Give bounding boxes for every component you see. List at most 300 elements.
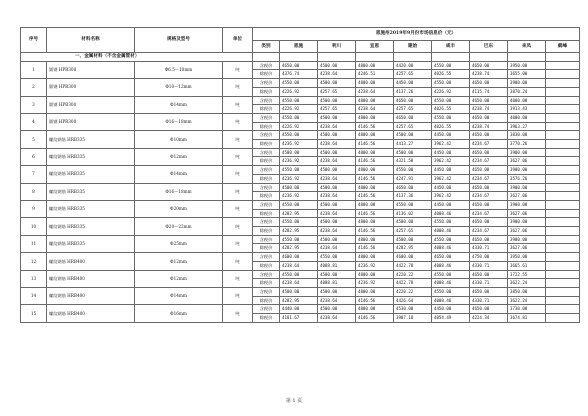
- cell-price: 4600.00: [280, 253, 318, 262]
- cell-price: 4550.00: [280, 79, 318, 88]
- cell-price: 4650.00: [470, 235, 508, 244]
- cell-price: 4238.64: [318, 227, 356, 236]
- cell-name: 螺纹钢筋 HRB335: [47, 148, 135, 165]
- cell-price: 4500.00: [318, 183, 356, 192]
- table-row: [21, 270, 580, 279]
- table-row: [21, 166, 580, 175]
- cell-price: 4500.00: [394, 148, 432, 157]
- cell-price: 4650.00: [470, 61, 508, 70]
- cell-price: 4800.00: [356, 96, 394, 105]
- cell-price: 3627.06: [508, 209, 546, 218]
- cell-price: 4238.64: [318, 244, 356, 253]
- cell-price: 4238.64: [318, 140, 356, 149]
- table-row: [21, 235, 580, 244]
- cell-seq: 10: [21, 218, 47, 235]
- cell-spec: Φ10～12mm: [135, 79, 223, 96]
- cell-spec: Φ12mm: [135, 270, 223, 287]
- page-number: 第 1 页: [285, 398, 303, 404]
- cell-seq: 4: [21, 113, 47, 130]
- cell-spec: Φ16mm: [135, 305, 223, 322]
- cell-spec: Φ20mm: [135, 200, 223, 217]
- cell-type: 含税价: [253, 148, 280, 157]
- cell-price: [546, 314, 580, 323]
- cell-price: 4500.00: [318, 79, 356, 88]
- cell-name: 螺纹钢筋 HRB335: [47, 183, 135, 200]
- cell-price: 4500.00: [318, 200, 356, 209]
- cell-price: 4236.92: [280, 174, 318, 183]
- cell-price: 4000.00: [508, 96, 546, 105]
- cell-price: 3963.27: [508, 122, 546, 131]
- cell-spec: Φ25mm: [135, 235, 223, 252]
- cell-price: 4800.00: [356, 305, 394, 314]
- table-row: [21, 253, 580, 262]
- cell-price: 4137.36: [394, 192, 432, 201]
- cell-price: 3907.18: [394, 314, 432, 323]
- cell-type: 除税价: [253, 87, 280, 96]
- cell-price: 4238.74: [470, 70, 508, 79]
- cell-price: 3655.00: [508, 70, 546, 79]
- cell-price: 4257.65: [394, 122, 432, 131]
- cell-type: 含税价: [253, 131, 280, 140]
- cell-price: 4500.00: [318, 235, 356, 244]
- cell-price: 4800.00: [356, 166, 394, 175]
- cell-price: 4650.00: [470, 270, 508, 279]
- cell-spec: Φ14mm: [135, 96, 223, 113]
- table-title: 恩施州2019年9月份市场信息价（元）: [253, 28, 580, 41]
- table-row: [21, 113, 580, 122]
- section-empty-cell: [253, 53, 280, 62]
- cell-price: [546, 131, 580, 140]
- section-title: 一、金属材料（不含金属管材）: [21, 53, 253, 62]
- cell-unit: 吨: [223, 79, 253, 96]
- cell-price: [546, 296, 580, 305]
- cell-price: 4088.81: [318, 279, 356, 288]
- cell-type: 除税价: [253, 140, 280, 149]
- cell-price: 4500.00: [394, 131, 432, 140]
- cell-price: 4650.00: [470, 148, 508, 157]
- cell-price: 4550.00: [432, 79, 470, 88]
- cell-type: 除税价: [253, 279, 280, 288]
- cell-price: [546, 157, 580, 166]
- cell-price: 4800.00: [356, 61, 394, 70]
- cell-price: 4500.00: [318, 287, 356, 296]
- cell-price: 4650.00: [470, 131, 508, 140]
- cell-price: 4238.74: [470, 105, 508, 114]
- col-header-region: 巴东: [470, 41, 508, 53]
- cell-price: 4330.71: [470, 261, 508, 270]
- cell-price: 4238.64: [318, 157, 356, 166]
- cell-price: 3962.42: [432, 140, 470, 149]
- cell-price: 4800.00: [356, 287, 394, 296]
- cell-price: 4500.00: [318, 218, 356, 227]
- cell-price: [546, 148, 580, 157]
- cell-price: 3627.06: [508, 227, 546, 236]
- cell-price: 4550.00: [280, 113, 318, 122]
- cell-price: 4146.56: [356, 244, 394, 253]
- cell-price: [546, 244, 580, 253]
- cell-price: [546, 70, 580, 79]
- cell-price: 4800.00: [356, 148, 394, 157]
- cell-type: 除税价: [253, 105, 280, 114]
- cell-price: 3627.06: [508, 192, 546, 201]
- cell-price: 4450.00: [432, 148, 470, 157]
- cell-price: 4550.00: [432, 270, 470, 279]
- table-row: [21, 287, 580, 296]
- cell-price: 3674.81: [508, 314, 546, 323]
- cell-name: 螺纹钢筋 HRB400: [47, 305, 135, 322]
- cell-price: 4226.92: [280, 105, 318, 114]
- cell-price: 4800.00: [356, 218, 394, 227]
- cell-seq: 8: [21, 183, 47, 200]
- cell-spec: Φ20～22mm: [135, 218, 223, 235]
- cell-price: 3900.00: [508, 166, 546, 175]
- cell-price: 3900.00: [508, 235, 546, 244]
- cell-price: 4238.74: [470, 122, 508, 131]
- cell-seq: 5: [21, 131, 47, 148]
- cell-name: 螺纹钢筋 HRB335: [47, 218, 135, 235]
- col-header-name: 材料名称: [47, 28, 135, 53]
- cell-price: 4238.64: [318, 296, 356, 305]
- cell-type: 含税价: [253, 79, 280, 88]
- cell-price: 4530.00: [394, 305, 432, 314]
- cell-price: 4257.65: [318, 105, 356, 114]
- cell-price: 4650.00: [470, 96, 508, 105]
- cell-price: 4238.64: [280, 279, 318, 288]
- table-row: [21, 200, 580, 209]
- cell-type: 除税价: [253, 192, 280, 201]
- cell-unit: 吨: [223, 61, 253, 78]
- cell-price: 4800.00: [356, 79, 394, 88]
- cell-price: [546, 253, 580, 262]
- cell-price: 3870.24: [508, 87, 546, 96]
- cell-type: 含税价: [253, 235, 280, 244]
- cell-price: 4450.00: [432, 183, 470, 192]
- cell-price: [546, 270, 580, 279]
- cell-price: [546, 105, 580, 114]
- cell-price: 4650.00: [470, 287, 508, 296]
- cell-price: 4500.00: [280, 148, 318, 157]
- cell-price: 4026.55: [432, 105, 470, 114]
- cell-price: 4440.00: [280, 305, 318, 314]
- cell-price: 4226.92: [280, 87, 318, 96]
- cell-price: [546, 305, 580, 314]
- cell-price: 3622.24: [508, 279, 546, 288]
- table-body: [21, 53, 580, 323]
- cell-price: 4088.81: [318, 261, 356, 270]
- cell-price: 4800.00: [356, 113, 394, 122]
- col-header-region: 鹤峰: [546, 41, 580, 53]
- section-empty-cell: [508, 53, 546, 62]
- cell-price: 4750.00: [470, 253, 508, 262]
- col-header-type: 类别: [253, 41, 280, 53]
- col-header-region: 利川: [318, 41, 356, 53]
- cell-price: 4224.34: [470, 314, 508, 323]
- section-empty-cell: [318, 53, 356, 62]
- cell-seq: 12: [21, 253, 47, 270]
- cell-spec: Φ6.5～10mm: [135, 61, 223, 78]
- cell-price: 4146.56: [356, 122, 394, 131]
- cell-price: 4650.00: [280, 61, 318, 70]
- cell-price: 4550.00: [318, 253, 356, 262]
- cell-name: 螺纹钢筋 HRB400: [47, 270, 135, 287]
- cell-type: 除税价: [253, 314, 280, 323]
- cell-spec: Φ12mm: [135, 253, 223, 270]
- cell-unit: 吨: [223, 183, 253, 200]
- cell-price: [546, 122, 580, 131]
- cell-name: 圆钢 HPB300: [47, 61, 135, 78]
- cell-price: 4008.46: [432, 209, 470, 218]
- cell-price: 4146.56: [356, 174, 394, 183]
- col-header-seq: 序号: [21, 28, 47, 53]
- cell-price: 3900.00: [508, 218, 546, 227]
- cell-type: 含税价: [253, 287, 280, 296]
- cell-type: 除税价: [253, 209, 280, 218]
- cell-price: [546, 174, 580, 183]
- cell-name: 圆钢 HPB300: [47, 113, 135, 130]
- cell-price: 3900.00: [508, 183, 546, 192]
- cell-price: [546, 287, 580, 296]
- cell-price: 4234.67: [470, 157, 508, 166]
- cell-price: 4247.91: [394, 174, 432, 183]
- cell-price: 3950.00: [508, 253, 546, 262]
- cell-price: 4008.46: [432, 279, 470, 288]
- cell-price: 4420.00: [394, 61, 432, 70]
- cell-price: 4236.92: [280, 192, 318, 201]
- cell-spec: Φ12mm: [135, 148, 223, 165]
- cell-price: 4550.00: [280, 131, 318, 140]
- price-table: [20, 27, 580, 323]
- cell-name: 螺纹钢筋 HRB335: [47, 166, 135, 183]
- cell-price: [546, 96, 580, 105]
- cell-price: 4426.64: [394, 296, 432, 305]
- table-row: [21, 96, 580, 105]
- cell-seq: 14: [21, 287, 47, 304]
- cell-price: 4236.92: [356, 261, 394, 270]
- cell-price: [546, 79, 580, 88]
- cell-unit: 吨: [223, 148, 253, 165]
- cell-name: 螺纹钢筋 HRB400: [47, 287, 135, 304]
- cell-type: 含税价: [253, 253, 280, 262]
- table-row: [21, 305, 580, 314]
- cell-price: 3900.00: [508, 79, 546, 88]
- cell-price: 3576.26: [508, 174, 546, 183]
- cell-price: 4650.00: [470, 166, 508, 175]
- cell-price: 4650.00: [470, 183, 508, 192]
- cell-spec: Φ14mm: [135, 287, 223, 304]
- cell-price: [546, 261, 580, 270]
- cell-seq: 7: [21, 166, 47, 183]
- cell-type: 含税价: [253, 270, 280, 279]
- cell-type: 除税价: [253, 261, 280, 270]
- cell-price: 4257.65: [318, 87, 356, 96]
- cell-price: 4330.71: [470, 296, 508, 305]
- cell-type: 含税价: [253, 200, 280, 209]
- cell-seq: 13: [21, 270, 47, 287]
- cell-price: 4234.67: [470, 174, 508, 183]
- cell-type: 含税价: [253, 218, 280, 227]
- cell-spec: Φ16～18mm: [135, 183, 223, 200]
- cell-spec: Φ10mm: [135, 131, 223, 148]
- cell-name: 螺纹钢筋 HRB335: [47, 131, 135, 148]
- cell-unit: 吨: [223, 113, 253, 130]
- cell-price: 4450.00: [432, 200, 470, 209]
- cell-type: 除税价: [253, 296, 280, 305]
- cell-price: 4146.56: [356, 209, 394, 218]
- cell-type: 除税价: [253, 157, 280, 166]
- cell-price: 4650.00: [394, 96, 432, 105]
- cell-price: 4008.46: [432, 296, 470, 305]
- cell-price: [546, 113, 580, 122]
- cell-price: 4238.64: [318, 209, 356, 218]
- cell-price: [546, 218, 580, 227]
- cell-price: 4026.55: [432, 70, 470, 79]
- col-header-region: 咸丰: [432, 41, 470, 53]
- cell-price: 4550.00: [280, 166, 318, 175]
- cell-price: 4650.00: [470, 79, 508, 88]
- cell-price: 4500.00: [318, 61, 356, 70]
- cell-type: 含税价: [253, 113, 280, 122]
- cell-price: 3913.43: [508, 105, 546, 114]
- cell-price: 4238.64: [356, 105, 394, 114]
- cell-price: 4282.95: [280, 227, 318, 236]
- col-header-region: 来凤: [508, 41, 546, 53]
- cell-price: 4238.64: [318, 314, 356, 323]
- cell-price: 4550.00: [432, 61, 470, 70]
- cell-price: 4257.65: [394, 227, 432, 236]
- cell-name: 螺纹钢筋 HRB335: [47, 200, 135, 217]
- cell-price: 4146.56: [356, 140, 394, 149]
- cell-price: 4800.00: [356, 183, 394, 192]
- table-row: [21, 79, 580, 88]
- cell-price: 3627.06: [508, 157, 546, 166]
- cell-price: 4800.00: [356, 200, 394, 209]
- cell-price: [546, 61, 580, 70]
- cell-price: [546, 192, 580, 201]
- cell-price: [546, 209, 580, 218]
- cell-price: 3830.00: [508, 131, 546, 140]
- cell-type: 除税价: [253, 244, 280, 253]
- cell-price: 4226.92: [280, 122, 318, 131]
- cell-price: 4220.22: [394, 270, 432, 279]
- cell-price: 3950.00: [508, 61, 546, 70]
- cell-price: [546, 279, 580, 288]
- cell-name: 螺纹钢筋 HRB335: [47, 235, 135, 252]
- cell-price: 4115.74: [470, 87, 508, 96]
- cell-price: 4238.64: [280, 261, 318, 270]
- cell-price: 4238.64: [318, 174, 356, 183]
- cell-unit: 吨: [223, 270, 253, 287]
- table-row: [21, 61, 580, 70]
- cell-price: 4330.71: [470, 244, 508, 253]
- cell-price: 4500.00: [318, 305, 356, 314]
- cell-price: 4413.27: [394, 140, 432, 149]
- cell-price: 4234.67: [470, 227, 508, 236]
- col-header-spec: 规格及型号: [135, 28, 223, 53]
- table-row: [21, 183, 580, 192]
- header-row-1: [21, 28, 580, 41]
- cell-price: 4800.00: [356, 131, 394, 140]
- cell-price: 4181.67: [280, 314, 318, 323]
- cell-seq: 2: [21, 79, 47, 96]
- cell-unit: 吨: [223, 96, 253, 113]
- cell-price: 3962.42: [432, 157, 470, 166]
- cell-price: 4008.46: [432, 244, 470, 253]
- cell-price: 4000.00: [508, 113, 546, 122]
- cell-price: 4550.00: [432, 218, 470, 227]
- cell-price: 4600.00: [394, 253, 432, 262]
- cell-price: 4550.00: [394, 200, 432, 209]
- cell-price: 4236.92: [356, 279, 394, 288]
- cell-price: 4238.64: [318, 192, 356, 201]
- section-empty-cell: [280, 53, 318, 62]
- cell-price: 4500.00: [394, 235, 432, 244]
- cell-type: 除税价: [253, 122, 280, 131]
- cell-price: 4321.50: [394, 157, 432, 166]
- cell-price: 4500.00: [318, 166, 356, 175]
- cell-price: 4220.22: [394, 287, 432, 296]
- cell-price: 4330.71: [470, 279, 508, 288]
- table-row: [21, 148, 580, 157]
- cell-price: 4137.26: [394, 87, 432, 96]
- cell-price: 4246.51: [356, 70, 394, 79]
- cell-price: 3665.61: [508, 261, 546, 270]
- cell-price: [546, 87, 580, 96]
- cell-seq: 3: [21, 96, 47, 113]
- cell-price: 4282.95: [280, 209, 318, 218]
- cell-price: 4500.00: [318, 148, 356, 157]
- cell-unit: 吨: [223, 253, 253, 270]
- cell-price: [546, 166, 580, 175]
- cell-price: 4008.46: [432, 227, 470, 236]
- cell-unit: 吨: [223, 305, 253, 322]
- section-empty-cell: [546, 53, 580, 62]
- cell-price: 3622.24: [508, 296, 546, 305]
- cell-seq: 15: [21, 305, 47, 322]
- cell-price: 4650.00: [470, 200, 508, 209]
- cell-price: 4650.00: [470, 218, 508, 227]
- cell-price: 4234.67: [470, 209, 508, 218]
- cell-type: 除税价: [253, 227, 280, 236]
- cell-price: 4650.00: [470, 305, 508, 314]
- cell-price: 3730.00: [508, 305, 546, 314]
- cell-unit: 吨: [223, 287, 253, 304]
- cell-price: 3962.42: [432, 174, 470, 183]
- cell-price: 4234.67: [470, 192, 508, 201]
- cell-seq: 6: [21, 148, 47, 165]
- cell-price: 4550.00: [432, 96, 470, 105]
- cell-price: 4238.64: [356, 87, 394, 96]
- cell-price: 4238.64: [318, 70, 356, 79]
- cell-price: 4550.00: [432, 113, 470, 122]
- cell-price: 4238.64: [318, 122, 356, 131]
- cell-price: 4054.49: [432, 314, 470, 323]
- cell-price: 4450.00: [394, 79, 432, 88]
- cell-price: 4226.92: [432, 87, 470, 96]
- cell-price: 4550.00: [280, 200, 318, 209]
- cell-type: 除税价: [253, 70, 280, 79]
- cell-price: 4450.00: [432, 166, 470, 175]
- cell-type: 除税价: [253, 174, 280, 183]
- cell-price: 4257.65: [394, 105, 432, 114]
- cell-price: 4550.00: [280, 270, 318, 279]
- cell-price: 4500.00: [394, 218, 432, 227]
- cell-price: 4146.56: [356, 192, 394, 201]
- cell-price: 4550.00: [432, 287, 470, 296]
- cell-spec: Φ16～18mm: [135, 113, 223, 130]
- col-header-region: 宣恩: [356, 41, 394, 53]
- cell-price: 4550.00: [280, 96, 318, 105]
- section-row: [21, 53, 580, 62]
